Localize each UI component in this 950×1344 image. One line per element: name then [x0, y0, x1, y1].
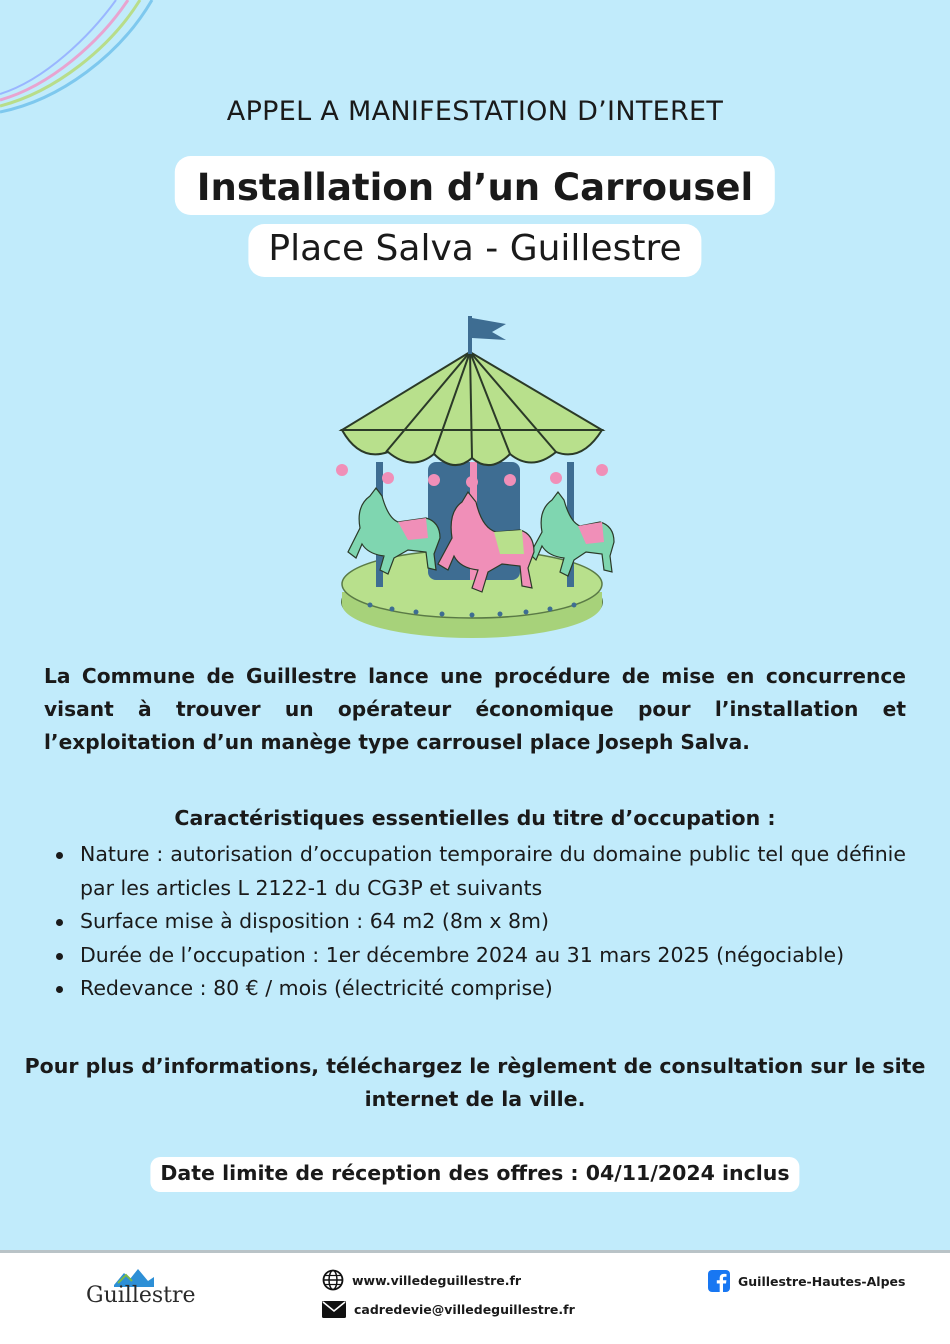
facebook-link[interactable]	[708, 1270, 905, 1292]
list-item: Redevance : 80 € / mois (électricité comprise)	[80, 972, 906, 1006]
footer	[0, 1250, 950, 1344]
globe-icon	[322, 1269, 344, 1291]
deadline-box: Date limite de réception des offres : 04/11/2024 inclus	[150, 1157, 799, 1192]
page-title: Installation d’un Carrousel	[175, 156, 775, 215]
facebook-icon	[708, 1270, 730, 1292]
carousel-illustration	[330, 312, 620, 642]
email-address: cadredevie@villedeguillestre.fr	[354, 1302, 575, 1317]
specs-heading: Caractéristiques essentielles du titre d’occupation :	[174, 806, 776, 830]
list-item: Nature : autorisation d’occupation temporaire du domaine public tel que définie par les articles L 2122-1 du CG3P et suivants	[80, 838, 906, 905]
mail-icon	[322, 1301, 346, 1318]
call-for-interest-heading: APPEL A MANIFESTATION D’INTERET	[226, 96, 724, 127]
website-url: www.villedeguillestre.fr	[352, 1272, 522, 1288]
email-link[interactable]	[322, 1301, 575, 1318]
list-item: Surface mise à disposition : 64 m2 (8m x 8m)	[80, 905, 906, 939]
website-link[interactable]	[322, 1269, 521, 1291]
facebook-page-name: Guillestre-Hautes-Alpes	[738, 1273, 906, 1289]
logo-text: Guillestre	[86, 1283, 196, 1308]
list-item: Durée de l’occupation : 1er décembre 2024 au 31 mars 2025 (négociable)	[80, 939, 906, 973]
intro-paragraph: La Commune de Guillestre lance une procédure de mise en concurrence visant à trouver un opérateur économique pour l’installation et l’exploitation d’un manège type carrousel place Joseph Salva.	[44, 664, 906, 754]
more-info-paragraph: Pour plus d’informations, téléchargez le règlement de consultation sur le site internet de la ville.	[24, 1054, 926, 1111]
specs-list	[80, 838, 906, 1006]
page-subtitle: Place Salva - Guillestre	[248, 224, 701, 277]
